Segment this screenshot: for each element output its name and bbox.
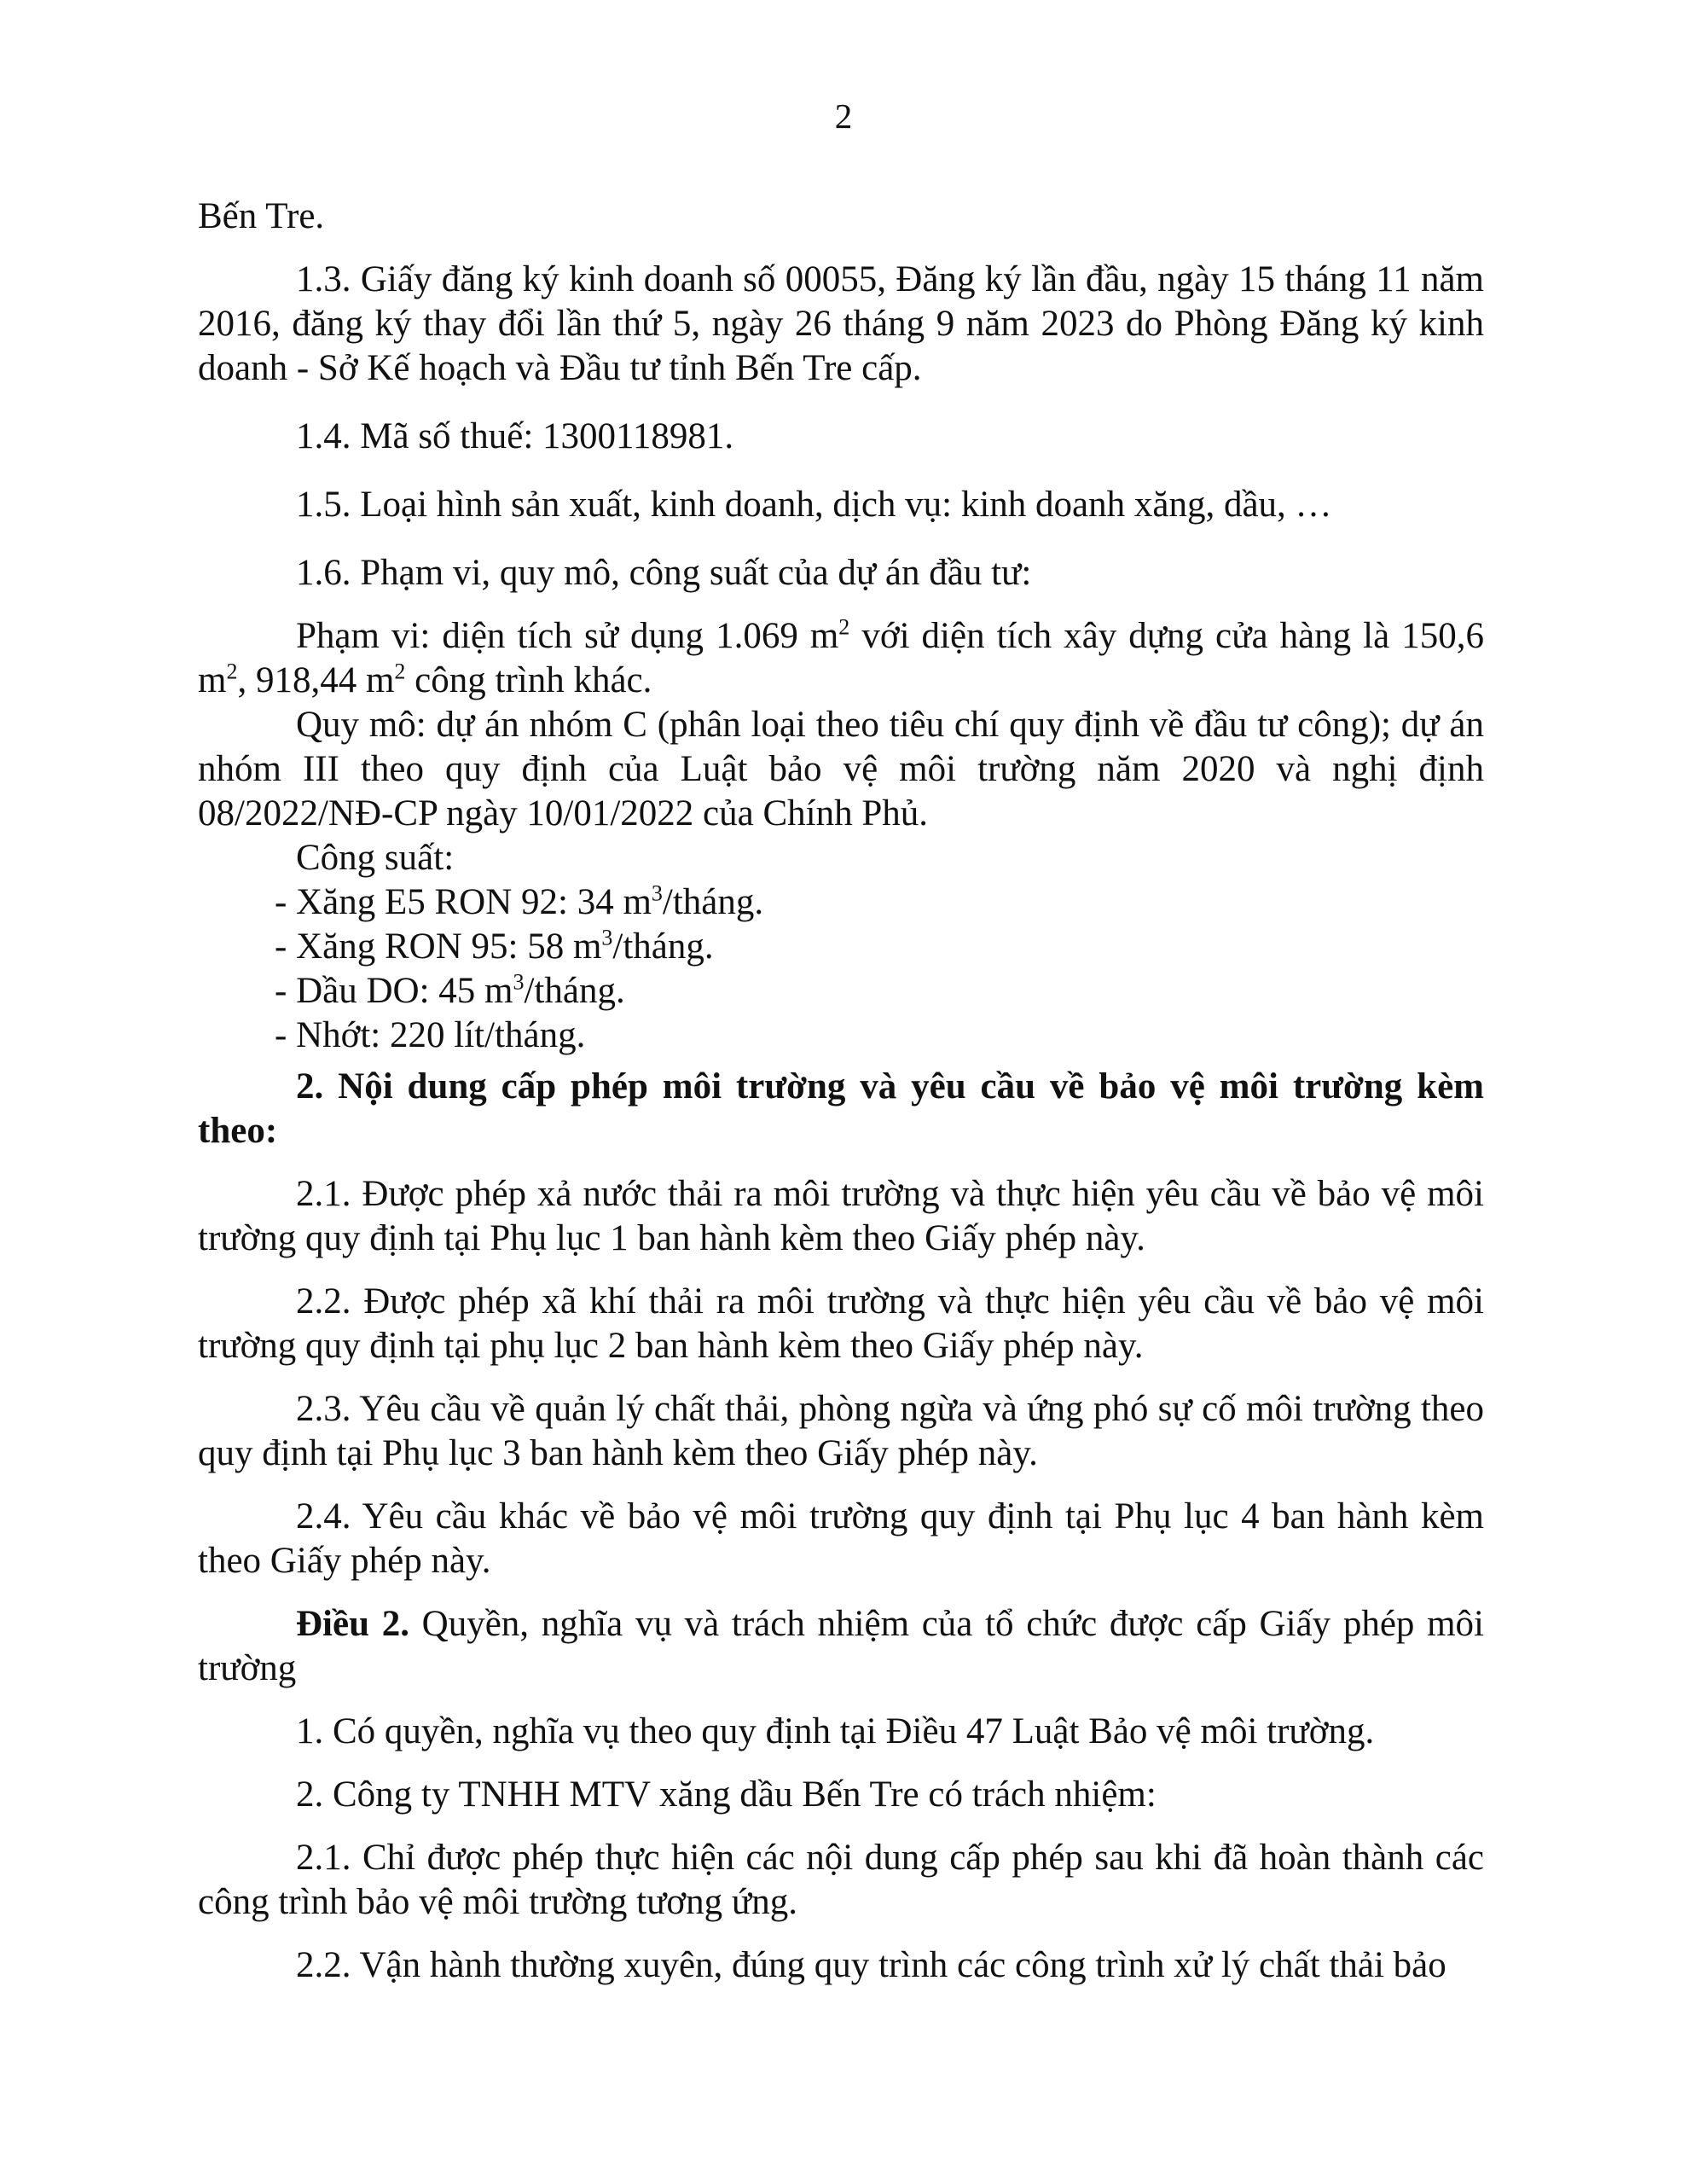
paragraph-1-6: 1.6. Phạm vi, quy mô, công suất của dự án đầu tư: bbox=[296, 553, 1032, 593]
capacity-item bbox=[198, 925, 1484, 969]
capacity-item bbox=[198, 1014, 1484, 1058]
paragraph-2-1: 2.1. Được phép xả nước thải ra môi trường và thực hiện yêu cầu về bảo vệ môi trường quy định tại Phụ lục 1 ban hành kèm theo Giấy phép này. bbox=[198, 1174, 1484, 1258]
capacity-item-text: - Xăng RON 95: 58 m bbox=[275, 926, 602, 967]
article-2-item-1: 1. Có quyền, nghĩa vụ theo quy định tại Điều 47 Luật Bảo vệ môi trường. bbox=[296, 1711, 1375, 1751]
pham-vi-part2: với diện tích xây dựng cửa hàng là 150,6 m bbox=[198, 616, 1484, 700]
article-2-text: Quyền, nghĩa vụ và trách nhiệm của tổ chức được cấp Giấy phép môi trường bbox=[198, 1604, 1485, 1688]
document-body bbox=[198, 195, 1484, 1988]
pham-vi-sup3: 2 bbox=[394, 659, 406, 684]
pham-vi-sup2: 2 bbox=[226, 659, 238, 684]
paragraph-2-4: 2.4. Yêu cầu khác về bảo vệ môi trường quy định tại Phụ lục 4 ban hành kèm theo Giấy phép này. bbox=[198, 1496, 1484, 1581]
article-2-item-2: 2. Công ty TNHH MTV xăng dầu Bến Tre có trách nhiệm: bbox=[296, 1774, 1157, 1815]
paragraph-2-2: 2.2. Được phép xã khí thải ra môi trường và thực hiện yêu cầu về bảo vệ môi trường quy định tại phụ lục 2 ban hành kèm theo Giấy phép này. bbox=[198, 1281, 1484, 1366]
paragraph-1-3: 1.3. Giấy đăng ký kinh doanh số 00055, Đăng ký lần đầu, ngày 15 tháng 11 năm 2016, đăng ký thay đổi lần thứ 5, ngày 26 tháng 9 năm 2023 do Phòng Đăng ký kinh doanh - Sở Kế hoạch và Đầu tư tỉnh Bến Tre cấp. bbox=[198, 259, 1484, 388]
capacity-item-suffix: /tháng. bbox=[662, 882, 764, 922]
paragraph-quy-mo: Quy mô: dự án nhóm C (phân loại theo tiêu chí quy định về đầu tư công); dự án nhóm III theo quy định của Luật bảo vệ môi trường năm 2020 và nghị định 08/2022/NĐ-CP ngày 10/01/2022 của Chính Phủ. bbox=[198, 705, 1484, 834]
capacity-item-suffix: /tháng. bbox=[612, 926, 714, 967]
paragraph-2-3: 2.3. Yêu cầu về quản lý chất thải, phòng ngừa và ứng phó sự cố môi trường theo quy định tại Phụ lục 3 ban hành kèm theo Giấy phép này. bbox=[198, 1389, 1484, 1473]
capacity-item-suffix: /tháng. bbox=[524, 971, 625, 1011]
capacity-item-text: - Nhớt: 220 lít/tháng. bbox=[275, 1015, 586, 1055]
article-2-item-2-1: 2.1. Chỉ được phép thực hiện các nội dung cấp phép sau khi đã hoàn thành các công trình bảo vệ môi trường tương ứng. bbox=[198, 1838, 1484, 1922]
paragraph-cong-suat: Công suất: bbox=[296, 838, 455, 878]
capacity-item-sup: 3 bbox=[651, 880, 663, 906]
paragraph-1-5: 1.5. Loại hình sản xuất, kinh doanh, dịch vụ: kinh doanh xăng, dầu, … bbox=[296, 485, 1332, 525]
article-2-heading bbox=[198, 1602, 1484, 1691]
pham-vi-part3: , 918,44 m bbox=[237, 660, 395, 700]
pham-vi-part4: công trình khác. bbox=[405, 660, 652, 700]
paragraph-1-4: 1.4. Mã số thuế: 1300118981. bbox=[296, 416, 734, 456]
paragraph-ben-tre: Bến Tre. bbox=[198, 196, 325, 236]
capacity-item-text: - Xăng E5 RON 92: 34 m bbox=[275, 882, 652, 922]
heading-section-2: 2. Nội dung cấp phép môi trường và yêu cầu về bảo vệ môi trường kèm theo: bbox=[198, 1066, 1484, 1151]
capacity-item-sup: 3 bbox=[513, 969, 525, 995]
pham-vi-sup1: 2 bbox=[838, 614, 850, 640]
article-2-label: Điều 2. bbox=[296, 1604, 409, 1644]
paragraph-pham-vi bbox=[198, 614, 1484, 703]
article-2-item-2-2: 2.2. Vận hành thường xuyên, đúng quy trình các công trình xử lý chất thải bảo bbox=[296, 1945, 1446, 1985]
capacity-item-text: - Dầu DO: 45 m bbox=[275, 971, 513, 1011]
pham-vi-part1: Phạm vi: diện tích sử dụng 1.069 m bbox=[296, 616, 839, 656]
capacity-item bbox=[198, 969, 1484, 1014]
capacity-item bbox=[198, 880, 1484, 925]
capacity-item-sup: 3 bbox=[601, 925, 613, 950]
page-number: 2 bbox=[834, 96, 853, 136]
